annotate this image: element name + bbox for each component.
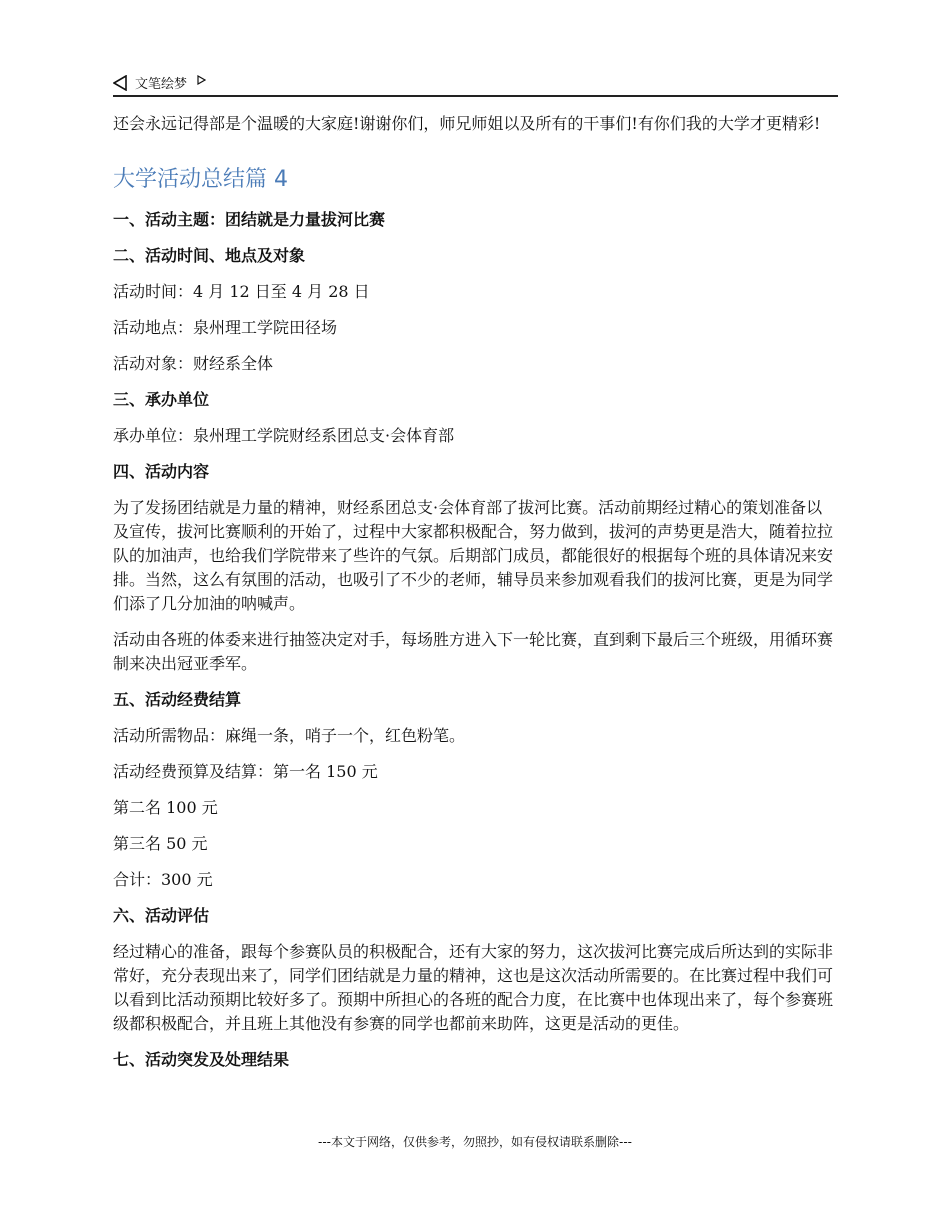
heading-evaluation: 六、活动评估 xyxy=(113,906,210,925)
heading-theme: 一、活动主题：团结就是力量拔河比赛 xyxy=(113,210,386,229)
heading-time-place: 二、活动时间、地点及对象 xyxy=(113,246,306,265)
heading-budget: 五、活动经费结算 xyxy=(113,690,242,709)
content-paragraph-1: 为了发扬团结就是力量的精神，财经系团总支·会体育部了拔河比赛。活动前期经过精心的策划准备以及宣传，拔河比赛顺利的开始了，过程中大家都积极配合，努力做到，拔河的声势更是浩大，随着拉拉队的加油声，也给我们学院带来了些许的气氛。后期部门成员，都能很好的根据每个班的具体请况来安排。当然，这么有氛围的活动，也吸引了不少的老师，辅导员来参加观看我们的拔河比赛，更是为同学们添了几分加油的呐喊声。 xyxy=(113,498,834,613)
heading-incidents: 七、活动突发及处理结果 xyxy=(113,1050,290,1069)
triangle-left-icon xyxy=(113,75,127,91)
intro-paragraph: 还会永远记得部是个温暖的大家庭!谢谢你们，师兄师姐以及所有的干事们!有你们我的大学才更精彩! xyxy=(113,114,821,133)
document-body xyxy=(113,112,838,1084)
heading-content: 四、活动内容 xyxy=(113,462,210,481)
section-title: 大学活动总结篇 4 xyxy=(113,167,288,192)
activity-time: 活动时间：4 月 12 日至 4 月 28 日 xyxy=(113,282,370,301)
budget-first: 活动经费预算及结算：第一名 150 元 xyxy=(113,762,378,781)
supplies-text: 活动所需物品：麻绳一条，哨子一个，红色粉笔。 xyxy=(113,726,466,745)
content-paragraph-2: 活动由各班的体委来进行抽签决定对手，每场胜方进入下一轮比赛，直到剩下最后三个班级，用循环赛制来决出冠亚季军。 xyxy=(113,630,834,673)
activity-target: 活动对象：财经系全体 xyxy=(113,354,274,373)
budget-third: 第三名 50 元 xyxy=(113,834,208,853)
budget-total: 合计：300 元 xyxy=(113,870,213,889)
heading-organizer: 三、承办单位 xyxy=(113,390,210,409)
header-title: 文笔绘梦 xyxy=(135,77,188,92)
evaluation-paragraph: 经过精心的准备，跟每个参赛队员的积极配合，还有大家的努力，这次拔河比赛完成后所达到的实际非常好，充分表现出来了，同学们团结就是力量的精神，这也是这次活动所需要的。在比赛过程中我们可以看到比活动预期比较好多了。预期中所担心的各班的配合力度，在比赛中也体现出来了，每个参赛班级都积极配合，并且班上其他没有参赛的同学也都前来助阵，这更是活动的更佳。 xyxy=(113,942,834,1033)
budget-second: 第二名 100 元 xyxy=(113,798,218,817)
organizer-text: 承办单位：泉州理工学院财经系团总支·会体育部 xyxy=(113,426,455,445)
triangle-right-icon xyxy=(197,75,206,85)
page-header xyxy=(113,70,838,97)
activity-place: 活动地点：泉州理工学院田径场 xyxy=(113,318,338,337)
page-footer: ---本文于网络，仅供参考，勿照抄，如有侵权请联系删除--- xyxy=(318,1135,632,1149)
